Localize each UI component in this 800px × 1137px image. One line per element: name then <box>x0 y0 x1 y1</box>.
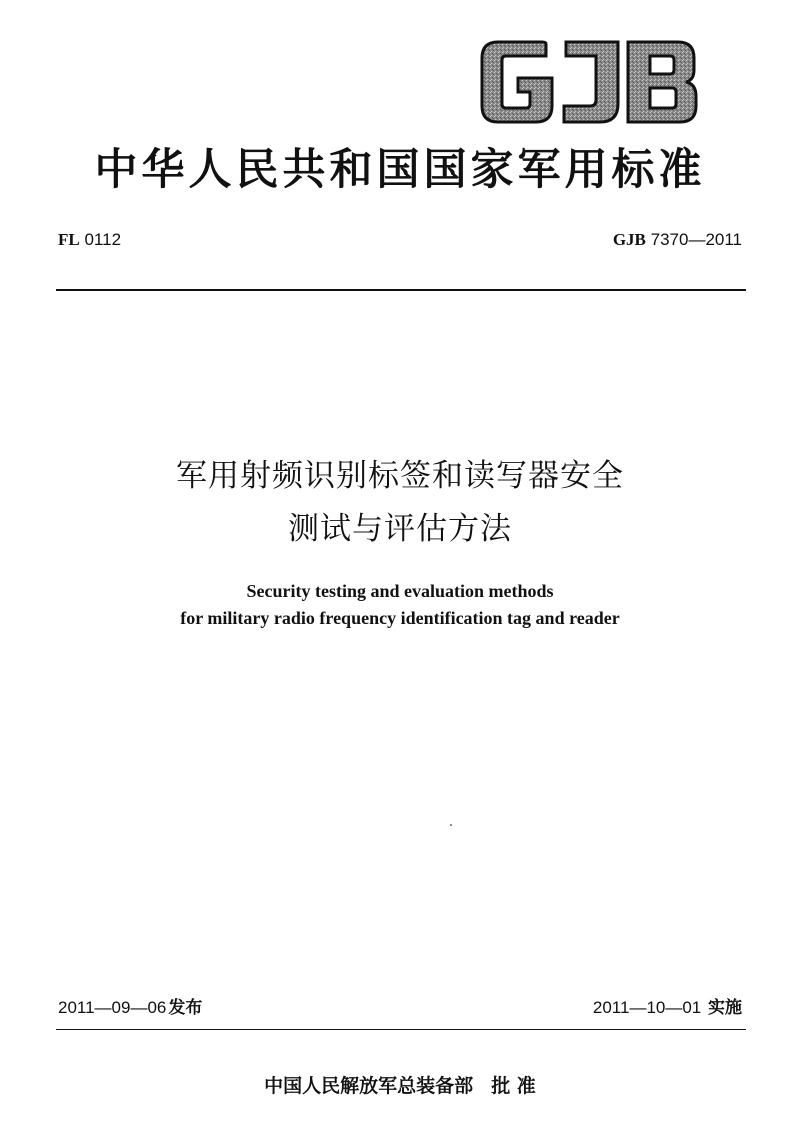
approver-org: 中国人民解放军总装备部 <box>264 1075 474 1097</box>
classification-code <box>58 230 121 250</box>
issue-date-value: 2011—09—06 <box>58 998 167 1017</box>
implementation-date-value: 2011—10—01 <box>592 998 702 1017</box>
implementation-date-label: 实施 <box>708 998 742 1018</box>
standard-number <box>613 230 742 250</box>
issue-date-label: 发布 <box>168 998 203 1018</box>
logo-letter-b <box>628 42 696 122</box>
bottom-divider <box>56 1029 746 1030</box>
classification-number: 0112 <box>84 230 122 249</box>
classification-prefix: FL <box>58 230 80 249</box>
header-title: 中华人民共和国国家军用标准 <box>94 145 706 195</box>
title-en-line1: Security testing and evaluation methods <box>246 581 554 601</box>
approver-label: 批 准 <box>491 1075 536 1097</box>
title-cn-line1: 军用射频识别标签和读写器安全 <box>176 458 624 494</box>
logo-letter-j <box>564 42 618 122</box>
standard-prefix: GJB <box>612 230 646 249</box>
logo-letter-g <box>482 42 552 122</box>
scan-speck <box>450 824 452 826</box>
gjb-logo-graphic <box>478 40 700 124</box>
standard-code: 7370—2011 <box>650 230 742 249</box>
top-divider <box>56 289 746 291</box>
approver <box>40 1071 760 1098</box>
title-cn-line2: 测试与评估方法 <box>288 511 512 547</box>
gjb-logo <box>478 40 700 124</box>
title-en-line2: for military radio frequency identification tag and reader <box>180 608 620 628</box>
implementation-date <box>593 993 742 1018</box>
issue-date <box>58 993 202 1018</box>
